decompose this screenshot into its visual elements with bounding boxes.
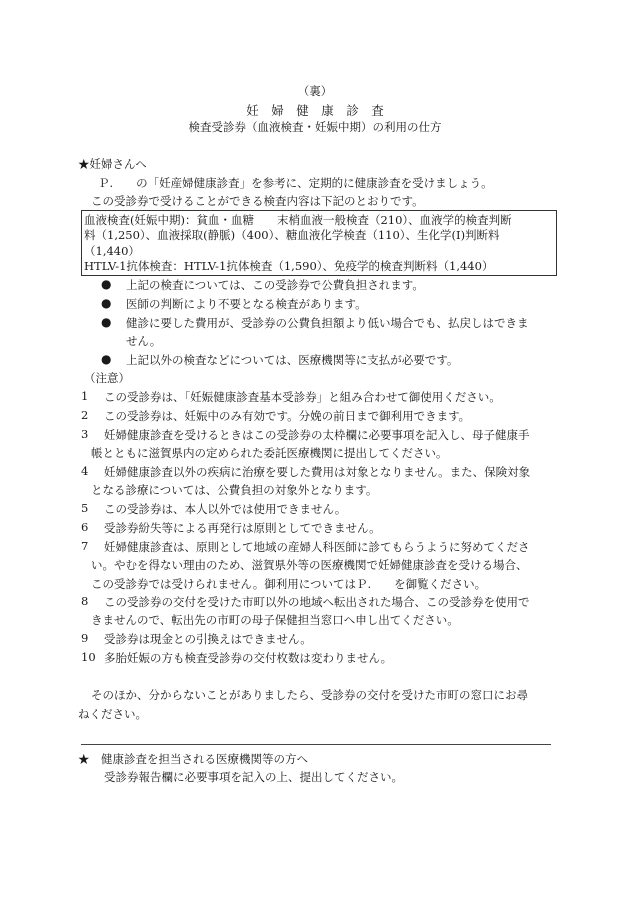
exam-line-2: 料（1,250）、血液採取(静脈)（400）、糖血液化学検査（110）、生化学(Ⅰ)判断料 xyxy=(84,228,500,242)
exam-line-3: （1,440） xyxy=(84,244,140,258)
note-number: 2 xyxy=(81,408,89,422)
note-text: 多胎妊娠の方も検査受診券の交付枚数は変わりません。 xyxy=(104,651,393,665)
note-number: 5 xyxy=(81,501,89,515)
exam-line-1: 血液検査(妊娠中期)：貧血・血糖 末梢血液一般検査（210）、血液学的検査判断 xyxy=(84,213,512,227)
note-number: 6 xyxy=(81,520,89,534)
bullet-icon: ● xyxy=(101,277,112,291)
bullet-icon: ● xyxy=(101,296,112,310)
note-text: この受診券は、本人以外では使用できません。 xyxy=(104,502,347,516)
bullet-text-2: 医師の判断により不要となる検査があります。 xyxy=(126,297,367,311)
note-text-cont: きませんので、転出先の市町の母子保健担当窓口へ申し出てください。 xyxy=(91,613,459,627)
note-text-cont: い。やむを得ない理由のため、滋賀県外等の医療機関で妊婦健康診査を受ける場合、 xyxy=(91,558,528,572)
bullet-icon: ● xyxy=(101,352,112,366)
note-number: 1 xyxy=(81,389,89,403)
note-text-cont: 帳とともに滋賀県内の定められた委託医療機関に提出してください。 xyxy=(91,446,448,460)
note-text: 妊婦健康診査を受けるときはこの受診券の太枠欄に必要事項を記入し、母子健康手 xyxy=(104,428,530,442)
bullet-text-4: 上記以外の検査などについては、医療機関等に支払が必要です。 xyxy=(126,353,459,367)
note-text: この受診券は、「妊娠健康診査基本受診券」と組み合わせて御使用ください。 xyxy=(104,390,501,404)
bullet-text-3: 健診に要した費用が、受診券の公費負担額より低い場合でも、払戻しはできま xyxy=(126,316,529,330)
section-heading-pregnant: ★妊婦さんへ xyxy=(78,157,147,171)
side-label: （裏） xyxy=(297,84,333,98)
note-text-cont: となる診療については、公費負担の対象外となります。 xyxy=(91,483,378,497)
note-number: 10 xyxy=(81,650,96,664)
note-number: 7 xyxy=(81,539,89,553)
intro-line-1: Ｐ. の「妊産婦健康診査」を参考に、定期的に健康診査を受けましょう。 xyxy=(98,176,493,190)
note-text: 妊婦健康診査は、原則として地域の産婦人科医師に診てもらうように努めてくださ xyxy=(104,540,530,554)
note-text-cont: この受診券では受けられません。御利用についてはＰ. を御覧ください。 xyxy=(91,577,487,591)
note-text: 妊婦健康診査以外の疾病に治療を要した費用は対象となりません。また、保険対象 xyxy=(104,465,531,479)
note-number: 4 xyxy=(81,464,89,478)
provider-instruction: 受診券報告欄に必要事項を記入の上、提出してください。 xyxy=(104,770,403,784)
closing-line-1: そのほか、分からないことがありましたら、受診券の交付を受けた市町の窓口にお尋 xyxy=(91,688,528,702)
closing-line-2: ねください。 xyxy=(78,707,147,721)
bullet-text-1: 上記の検査については、この受診券で公費負担されます。 xyxy=(126,278,424,292)
section-divider xyxy=(81,744,551,745)
notes-heading: （注意） xyxy=(84,371,130,385)
page-title: 妊 婦 健 康 診 査 xyxy=(246,103,384,118)
intro-line-2: この受診券で受けることができる検査内容は下記のとおりです。 xyxy=(91,194,424,208)
note-text: この受診券は、妊娠中のみ有効です。分娩の前日まで御利用できます。 xyxy=(104,409,471,423)
note-text: 受診券紛失等による再発行は原則としてできません。 xyxy=(104,521,381,535)
bullet-text-3-cont: せん。 xyxy=(126,334,162,348)
note-text: 受診券は現金との引換えはできません。 xyxy=(104,632,312,646)
note-number: 8 xyxy=(81,594,89,608)
note-number: 9 xyxy=(81,631,89,645)
note-text: この受診券の交付を受けた市町以外の地域へ転出された場合、この受診券を使用で xyxy=(104,595,530,609)
section-heading-provider: ★ 健康診査を担当される医療機関等の方へ xyxy=(78,752,308,766)
bullet-icon: ● xyxy=(101,315,112,329)
note-number: 3 xyxy=(81,427,89,441)
page-subtitle: 検査受診券（血液検査・妊娠中期）の利用の仕方 xyxy=(188,120,442,134)
exam-line-4: HTLV-1抗体検査：HTLV-1抗体検査（1,590）、免疫学的検査判断料（1,440） xyxy=(84,259,494,273)
